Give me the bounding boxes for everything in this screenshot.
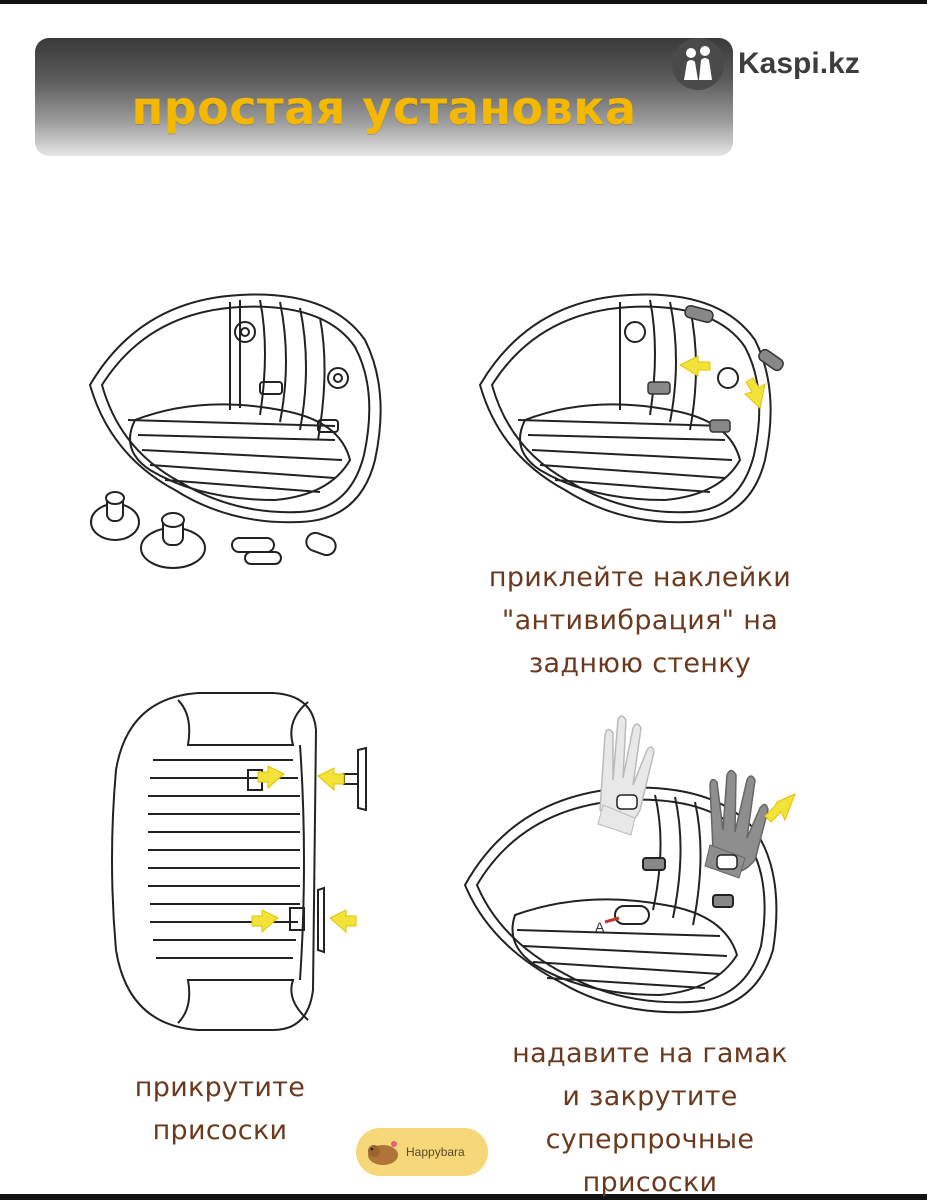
step-4-caption	[490, 1032, 810, 1204]
step-2-caption-line: "антивибрация" на	[501, 605, 779, 636]
step-3-caption	[110, 1066, 330, 1152]
step-2-caption-line: приклейте наклейки	[488, 562, 792, 593]
basket-illustration-1	[80, 290, 410, 580]
step-4-caption-line: суперпрочные	[545, 1124, 755, 1155]
marker-label: A	[595, 919, 605, 935]
kaspi-logo-icon	[672, 38, 724, 90]
page-title: простая установка	[131, 81, 637, 135]
basket-topview-illustration	[108, 690, 373, 1035]
step-3-caption-line: присоски	[152, 1115, 288, 1146]
step-4-caption-line: и закрутите	[562, 1081, 738, 1112]
people-icon	[672, 38, 724, 90]
step-2-caption-line: заднюю стенку	[528, 648, 752, 679]
step-2-caption	[470, 556, 810, 685]
step-3-caption-line: прикрутите	[134, 1072, 306, 1103]
step-4-caption-line: надавите на гамак	[512, 1038, 788, 1069]
capybara-icon	[364, 1137, 402, 1167]
brand-name: Kaspi.kz	[738, 47, 860, 80]
basket-illustration-2	[470, 290, 800, 530]
happybara-name: Happybara	[406, 1145, 465, 1159]
title-banner	[35, 38, 733, 156]
basket-illustration-4	[455, 700, 805, 1030]
brand-watermark	[672, 38, 860, 90]
step-4-caption-line: присоски	[582, 1167, 718, 1198]
happybara-logo	[356, 1128, 488, 1176]
